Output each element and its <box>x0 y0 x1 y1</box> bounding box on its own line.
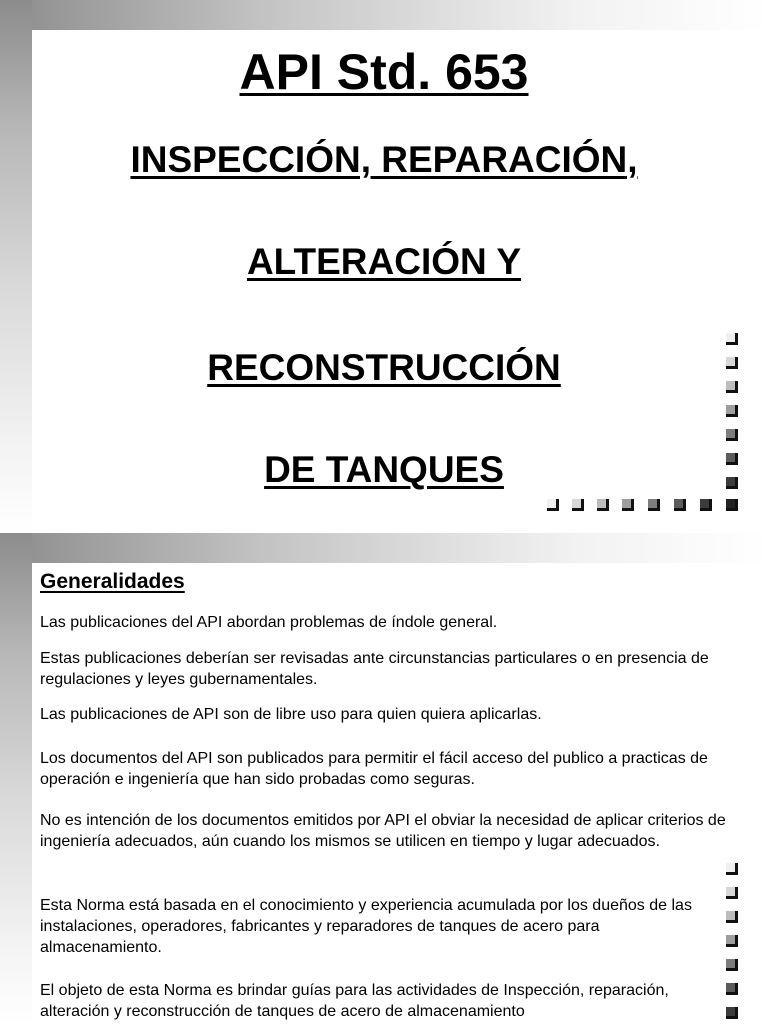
square-bullet-icon <box>726 499 738 511</box>
square-bullet-icon <box>726 453 738 465</box>
content-slide <box>0 533 768 1024</box>
square-bullet-icon <box>648 499 660 511</box>
paragraph: Las publicaciones del API abordan problemas de índole general. <box>40 614 498 631</box>
square-bullet-icon <box>622 499 634 511</box>
square-bullet-icon <box>726 1007 738 1019</box>
slide-frame-left <box>0 533 32 1024</box>
square-bullet-icon <box>726 333 738 345</box>
square-bullet-icon <box>674 499 686 511</box>
slide-frame-top <box>0 0 768 30</box>
paragraph: Las publicaciones de API son de libre uso para quien quiera aplicarlas. <box>40 706 542 723</box>
square-bullet-icon <box>726 381 738 393</box>
square-bullet-icon <box>726 405 738 417</box>
square-bullet-icon <box>700 499 712 511</box>
slide-title: API Std. 653 <box>239 44 529 100</box>
paragraph: Esta Norma está basada en el conocimiento y experiencia acumulada por los dueños de las instalaciones, operadores, fabricantes y reparadores de tanques de acero para almacenamiento. <box>40 897 692 956</box>
square-bullet-icon <box>726 935 738 947</box>
square-bullet-icon <box>726 863 738 875</box>
square-bullet-icon <box>597 499 609 511</box>
square-bullet-icon <box>726 983 738 995</box>
square-bullet-icon <box>726 429 738 441</box>
subtitle-line-4: DE TANQUES <box>264 449 504 490</box>
paragraph: El objeto de esta Norma es brindar guías para las actividades de Inspección, reparación, alteración y reconstrucción de tanques de acero de almacenamiento <box>40 982 669 1020</box>
square-bullet-icon <box>726 477 738 489</box>
subtitle-line-3: RECONSTRUCCIÓN <box>207 347 561 388</box>
square-bullet-icon <box>547 499 559 511</box>
square-bullet-icon <box>572 499 584 511</box>
paragraph: Estas publicaciones deberían ser revisadas ante circunstancias particulares o en presencia de regulaciones y leyes gubernamentales. <box>40 650 709 688</box>
slide-frame-top <box>0 533 768 563</box>
subtitle-line-1: INSPECCIÓN, REPARACIÓN, <box>130 139 638 180</box>
square-bullet-icon <box>726 887 738 899</box>
subtitle-line-2: ALTERACIÓN Y <box>246 241 522 282</box>
paragraph: Los documentos del API son publicados para permitir el fácil acceso del publico a practicas de operación e ingeniería que han sido probadas como seguras. <box>40 750 708 788</box>
paragraph: No es intención de los documentos emitidos por API el obviar la necesidad de aplicar criterios de ingeniería adecuados, aún cuando los mismos se utilicen en tiempo y lugar adecuados. <box>40 812 726 850</box>
square-bullet-icon <box>726 357 738 369</box>
square-bullet-icon <box>726 911 738 923</box>
square-bullet-icon <box>726 959 738 971</box>
section-heading: Generalidades <box>40 570 185 593</box>
